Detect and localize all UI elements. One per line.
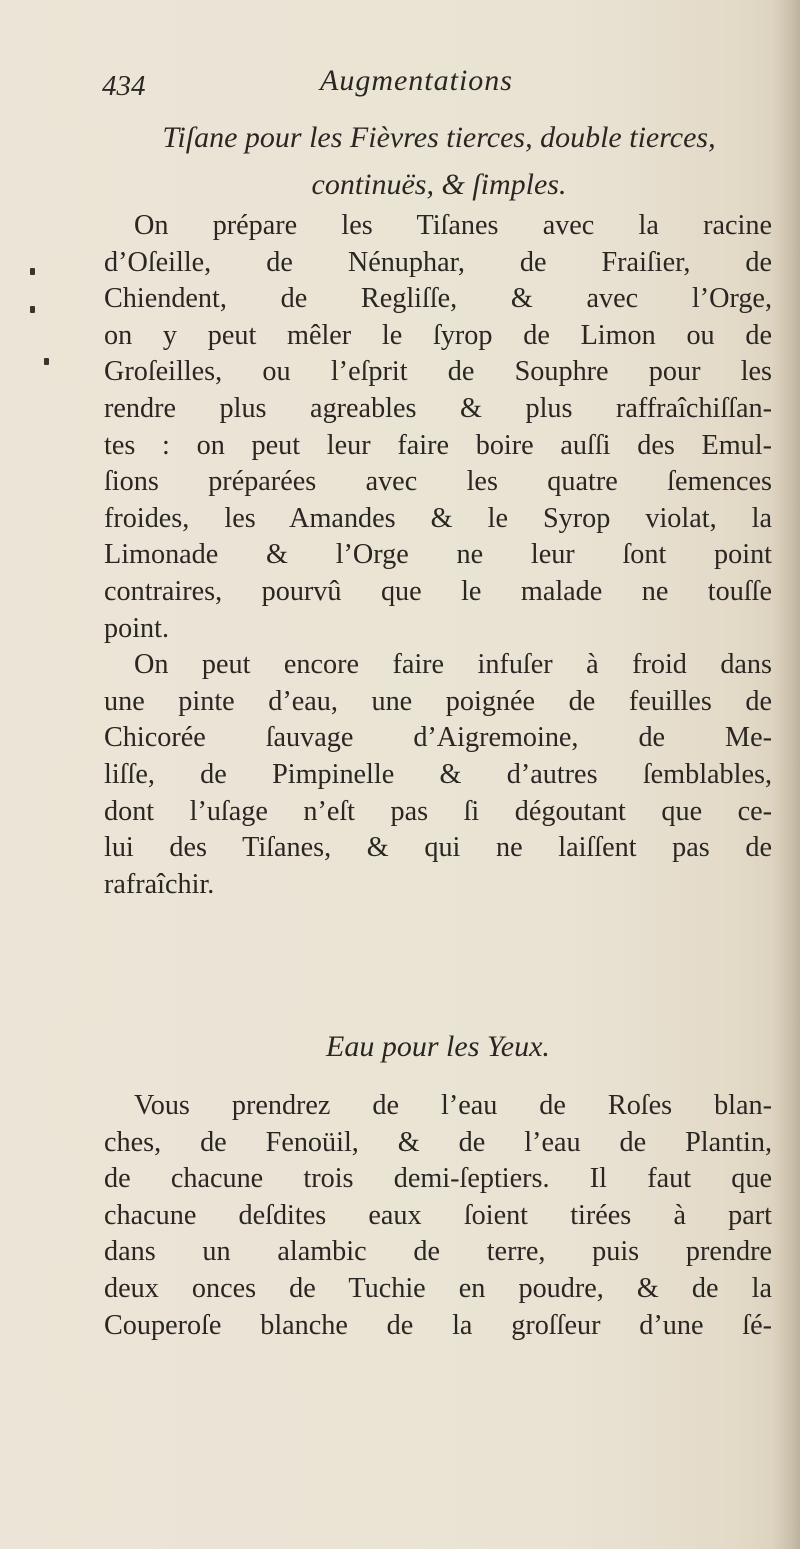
margin-ink-mark bbox=[30, 268, 35, 275]
body-text bbox=[104, 208, 772, 903]
text-line: d’Oſeille, de Nénuphar, de Fraiſier, de bbox=[104, 246, 772, 278]
text-line: dont l’uſage n’eſt pas ſi dégoutant que ce- bbox=[104, 795, 772, 827]
text-line: tes : on peut leur faire boire auſſi des Emul- bbox=[104, 429, 772, 461]
text-line: On peut encore faire infuſer à froid dans bbox=[134, 649, 772, 681]
page-edge-shadow bbox=[772, 0, 800, 1549]
text-line: rafraîchir. bbox=[104, 868, 215, 900]
text-line: contraires, pourvû que le malade ne touſſe bbox=[104, 575, 772, 607]
text-line: point. bbox=[104, 612, 169, 644]
text-line: Chicorée ſauvage d’Aigremoine, de Me- bbox=[104, 722, 772, 754]
recipe-title-line-1: Tiſane pour les Fièvres tierces, double tierces, bbox=[162, 121, 716, 154]
text-line: On prépare les Tiſanes avec la racine bbox=[134, 210, 772, 241]
running-head: Augmentations bbox=[320, 64, 513, 97]
section-title: Eau pour les Yeux. bbox=[326, 1030, 550, 1063]
text-line: ſions préparées avec les quatre ſemences bbox=[104, 466, 772, 498]
text-line: Vous prendrez de l’eau de Roſes blan- bbox=[134, 1090, 772, 1121]
text-line: ches, de Fenoüil, & de l’eau de Plantin, bbox=[104, 1126, 772, 1158]
margin-ink-mark bbox=[30, 306, 35, 313]
text-line: de chacune trois demi-ſeptiers. Il faut que bbox=[104, 1163, 772, 1195]
text-line: froides, les Amandes & le Syrop violat, la bbox=[104, 502, 772, 534]
page-header bbox=[98, 60, 778, 110]
text-line: lui des Tiſanes, & qui ne laiſſent pas de bbox=[104, 832, 772, 864]
text-line: une pinte d’eau, une poignée de feuilles de bbox=[104, 685, 772, 717]
text-line: Couperoſe blanche de la groſſeur d’une ſé- bbox=[104, 1309, 772, 1341]
text-line: chacune deſdites eaux ſoient tirées à part bbox=[104, 1199, 772, 1231]
recipe-title bbox=[104, 114, 774, 208]
text-line: rendre plus agreables & plus raffraîchiſſan- bbox=[104, 392, 772, 424]
page-number: 434 bbox=[102, 70, 146, 102]
text-line: on y peut mêler le ſyrop de Limon ou de bbox=[104, 319, 772, 351]
text-line: Chiendent, de Regliſſe, & avec l’Orge, bbox=[104, 283, 772, 315]
text-line: liſſe, de Pimpinelle & d’autres ſemblables, bbox=[104, 758, 772, 790]
text-line: Groſeilles, ou l’eſprit de Souphre pour les bbox=[104, 356, 772, 388]
margin-ink-mark bbox=[44, 358, 49, 365]
text-line: Limonade & l’Orge ne leur ſont point bbox=[104, 539, 772, 571]
recipe-title-line-2: continuës, & ſimples. bbox=[311, 168, 567, 201]
text-line: deux onces de Tuchie en poudre, & de la bbox=[104, 1272, 772, 1304]
body-text-2 bbox=[104, 1088, 772, 1344]
text-line: dans un alambic de terre, puis prendre bbox=[104, 1236, 772, 1268]
